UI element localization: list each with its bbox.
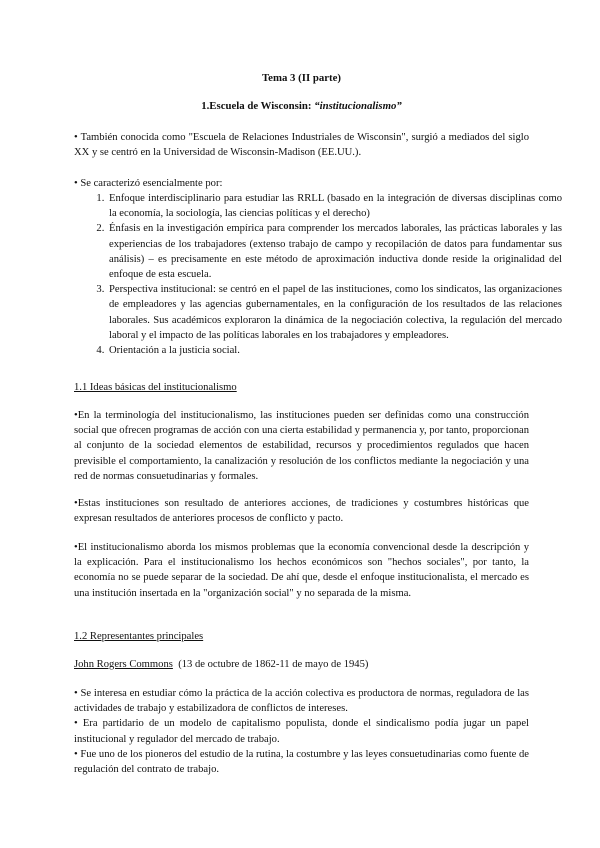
list-item: • Era partidario de un modelo de capitalismo populista, donde el sindicalismo podía jugar un papel institucional y regulador del mercado de trabajo. — [74, 718, 529, 745]
section-1-1-heading: 1.1 Ideas básicas del institucionalismo — [74, 382, 237, 393]
paragraph-institutions-result: •Estas instituciones son resultado de anteriores acciones, de tradiciones y costumbres históricas que expresan resultados de anteriores procesos de conflicto y pacto. — [74, 498, 529, 525]
paragraph-also-known: • También conocida como "Escuela de Relaciones Industriales de Wisconsin", surgió a mediados del siglo XX y se centró en la Universidad de Wisconsin-Madison (EE.UU.). — [74, 132, 529, 159]
list-item: • Fue uno de los pioneros del estudio de la rutina, la costumbre y las leyes consuetudinarias como fuente de regulación del contrato de trabajo. — [74, 748, 530, 776]
list-item: 3. Perspectiva institucional: se centró en el papel de las instituciones, como los sindicatos, las organizaciones de empleadores y las agencias gubernamentales, en la configuración de los resultados de las relaciones laborales. Sus académicos exploraron la dinámica de la negociación colectiva, la regulación del mercado laboral y el impacto de las políticas laborales en los trabajadores y empleadores. — [107, 282, 562, 343]
person-dates: (13 de octubre de 1862-11 de mayo de 1945) — [172, 659, 369, 670]
list-item: • Se interesa en estudiar cómo la práctica de la acción colectiva es productora de normas, reguladora de las actividades de trabajo y estabilizadora de conflictos de intereses. — [74, 688, 529, 715]
document-title: Tema 3 (II parte) — [261, 72, 342, 84]
section-1-2-heading: 1.2 Representantes principales — [74, 631, 204, 642]
list-item: 4. Orientación a la justicia social. — [107, 343, 562, 358]
paragraph-characterized: • Se caracterizó esencialmente por: — [74, 178, 223, 189]
section-1-heading-prefix: 1.Escuela de Wisconsin: — [201, 100, 315, 112]
paragraph-institutionalism: •El institucionalismo aborda los mismos problemas que la economía convencional desde la descripción y la explicación. Para el institucionalismo los hechos económicos son "hechos sociales", por tanto, la economía no se puede separar de la sociedad. De ahí que, desde el enfoque institucionalista, el mercado es una institución insertada en la "organización social" y no separada de la misma. — [74, 542, 529, 599]
section-1-heading-quote: “institucionalismo” — [314, 100, 402, 112]
characteristics-list — [74, 191, 562, 358]
section-1-heading — [74, 99, 529, 114]
list-item: 2. Énfasis en la investigación empírica para comprender los mercados laborales, las prácticas laborales y las experiencias de los trabajadores (extenso trabajo de campo y recopilación de datos para fundamentar sus análisis) – es precisamente en este método de aproximación inductiva donde reside la originalidad del enfoque de esta escuela. — [107, 221, 562, 282]
list-item: 1. Enfoque interdisciplinario para estudiar las RRLL (basado en la integración de diversas disciplinas como la economía, la sociología, las ciencias políticas y el derecho) — [107, 191, 562, 221]
person-line — [74, 657, 529, 672]
paragraph-terminology: •En la terminología del institucionalismo, las instituciones pueden ser definidas como una construcción social que ofrecen programas de acción con una cierta estabilidad y permanencia y, por tanto, proporcionan al conjunto de la sociedad elementos de estabilidad, recursos y procedimientos regulados que hacen previsible el comportamiento, la canalización y resolución de los conflictos mediante la negociación y una red de normas consuetudinarias y formales. — [74, 410, 529, 482]
person-name: John Rogers Commons — [74, 659, 173, 670]
commons-bullets — [74, 686, 529, 777]
